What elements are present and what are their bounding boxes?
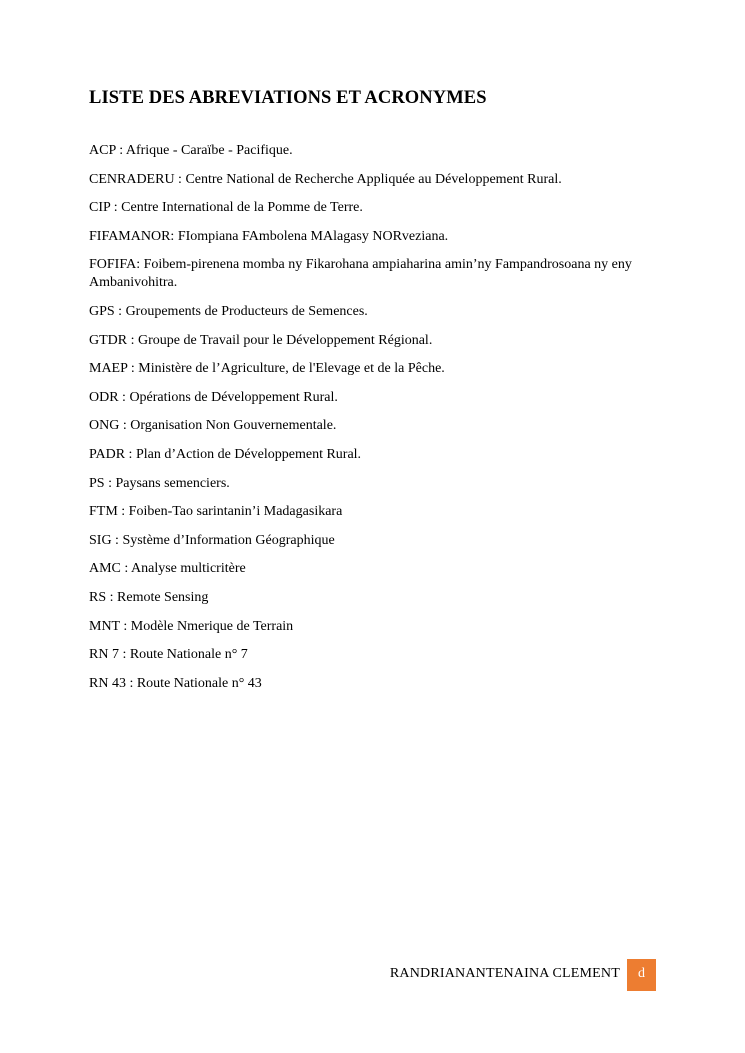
abbreviation-item: RN 43 : Route Nationale n° 43 <box>89 675 262 691</box>
abbreviation-item: FTM : Foiben-Tao sarintanin’i Madagasikara <box>89 504 343 520</box>
abbreviation-item: AMC : Analyse multicritère <box>89 561 246 577</box>
page-title: LISTE DES ABREVIATIONS ET ACRONYMES <box>89 88 487 108</box>
abbreviation-item: PADR : Plan d’Action de Développement Rural. <box>89 446 362 462</box>
abbreviation-item: ACP : Afrique - Caraïbe - Pacifique. <box>89 143 293 158</box>
page-number-badge: d <box>627 959 656 991</box>
abbreviation-item: FOFIFA: Foibem-pirenena momba ny Fikarohana ampiaharina amin’ny Fampandrosoana ny eny Ambanivohitra. <box>89 257 632 291</box>
abbreviation-item: RS : Remote Sensing <box>89 589 209 605</box>
abbreviation-item: PS : Paysans semenciers. <box>89 475 230 491</box>
abbreviation-item: CIP : Centre International de la Pomme de Terre. <box>89 200 363 216</box>
abbreviation-item: MNT : Modèle Nmerique de Terrain <box>89 618 294 634</box>
abbreviation-item: CENRADERU : Centre National de Recherche Appliquée au Développement Rural. <box>89 171 562 187</box>
abbreviation-item: GTDR : Groupe de Travail pour le Développement Régional. <box>89 332 433 348</box>
page-footer <box>0 959 745 991</box>
abbreviation-item: FIFAMANOR: FIompiana FAmbolena MAlagasy NORveziana. <box>89 228 449 244</box>
abbreviation-list <box>89 142 654 703</box>
abbreviation-item: ONG : Organisation Non Gouvernementale. <box>89 418 337 434</box>
abbreviation-item: RN 7 : Route Nationale n° 7 <box>89 647 248 663</box>
footer-author: RANDRIANANTENAINA CLEMENT <box>389 966 620 981</box>
abbreviation-item: SIG : Système d’Information Géographique <box>89 532 335 548</box>
abbreviation-item: ODR : Opérations de Développement Rural. <box>89 389 338 405</box>
abbreviation-item: GPS : Groupements de Producteurs de Semences. <box>89 303 368 319</box>
abbreviation-item: MAEP : Ministère de l’Agriculture, de l'Elevage et de la Pêche. <box>89 361 445 377</box>
